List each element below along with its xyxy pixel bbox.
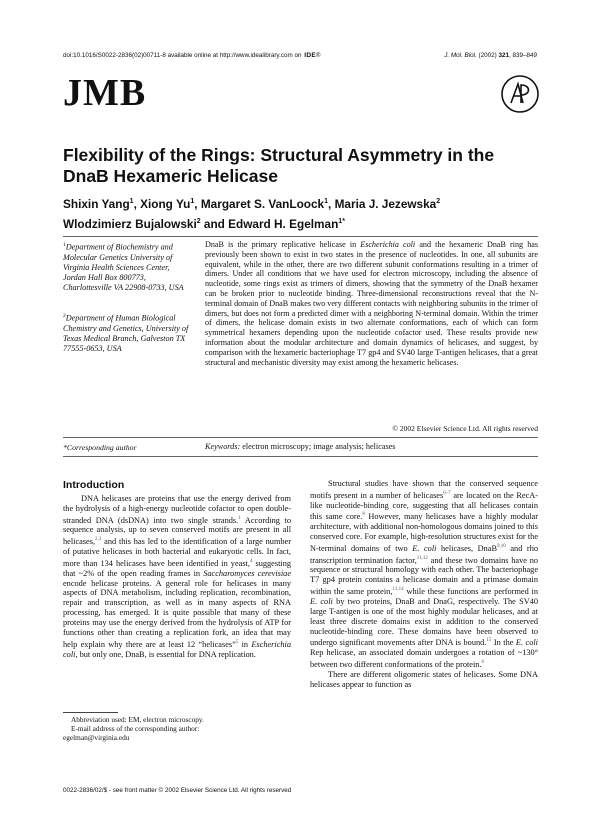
author-affiliation-marker: 1	[324, 198, 329, 205]
abstract-divider	[63, 437, 538, 438]
right-column-text	[310, 479, 538, 689]
ideal-logo: IDE	[304, 52, 317, 59]
citation: 1	[238, 515, 241, 521]
affiliation-2	[63, 311, 193, 354]
author-separator: ,	[194, 196, 201, 211]
author-name: Shixin Yang	[63, 196, 130, 211]
ideal-logo-mark: ®	[316, 53, 321, 59]
author-affiliation-marker: 1*	[338, 217, 345, 225]
body-text: Rep helicase, an associated domain undergoes a rotation of ~130° between two different conformations of the protein.	[310, 648, 538, 669]
author-name: Wlodzimierz Bujalowski	[63, 216, 197, 231]
body-paragraph: There are different oligomeric states of helicases. Some DNA helicases appear to function as	[310, 669, 538, 689]
body-text: and this has led to the identification of a large number of putative helicases in both bacterial and eukaryotic cells. In fact, more than 134 helicases have been identified in yeast,	[63, 537, 291, 568]
body-text: Structural studies have shown that the conserved sequence motifs present in a number of helicases	[310, 479, 538, 500]
journal-volume: 321	[498, 52, 509, 59]
article-title: Flexibility of the Rings: Structural Asymmetry in the DnaB Hexameric Helicase	[63, 145, 495, 186]
copyright: © 2002 Elsevier Science Ltd. All rights reserved	[392, 424, 538, 433]
body-text: in	[238, 639, 252, 649]
author-affiliation-marker: 2	[436, 198, 441, 205]
species-name: Saccharomyces cerevisiae	[203, 568, 291, 578]
species-name: E. coli	[310, 596, 333, 606]
body-text: while these functions are performed in	[403, 586, 538, 596]
species-name: E. coli	[515, 638, 538, 648]
citation: 15	[486, 638, 492, 644]
body-text: , but only one, DnaB, is essential for DNA replication.	[75, 649, 256, 659]
citation: 2,3	[95, 537, 102, 543]
section-heading-introduction: Introduction	[63, 479, 125, 491]
body-text: are located on the RecA-like nucleotide-binding core, suggesting that all helicases contain this same core.	[310, 490, 539, 522]
journal-citation	[444, 52, 537, 59]
citation: 6	[481, 660, 484, 665]
keywords	[205, 442, 395, 451]
species-name: Escherichia coli	[63, 639, 291, 659]
footnote-divider	[63, 712, 118, 713]
ap-logo-icon	[500, 74, 540, 114]
abstract	[205, 240, 538, 367]
email-address: egelman@virginia.edu	[63, 733, 130, 742]
affiliation-text: Department of Human Biological Chemistry and Genetics, University of Texas Medical Branch, Galveston TX 77555-0653, USA	[63, 313, 189, 353]
author-name: Edward H. Egelman	[228, 216, 339, 231]
journal-year: (2002)	[478, 52, 497, 59]
author-list	[63, 193, 538, 233]
body-text: and rho transcription termination factor,	[310, 543, 538, 565]
keywords-list: electron microscopy; image analysis; helicases	[240, 442, 396, 451]
author-affiliation-marker: 1	[129, 198, 134, 205]
author-separator: ,	[328, 196, 335, 211]
body-text: by two proteins, DnaB and DnaG, respectively. The SV40 large T-antigen is one of the most highly modular helicases, and at least three discrete domains exist in addition to the conserved nucleotide-binding core. These domains have been observed to undergo significant movements after DNA is bound.	[310, 596, 538, 648]
body-text: In the	[491, 638, 516, 648]
author-separator: ,	[133, 196, 141, 211]
body-text: According to sequence analysis, up to seven conserved motifs are present in all helicases,	[63, 515, 291, 547]
keywords-label: Keywords:	[205, 442, 241, 451]
author-separator: and	[200, 216, 229, 231]
left-column-text	[63, 494, 291, 660]
citation: 8	[362, 512, 365, 518]
abstract-text: and the hexameric DnaB ring has previously been shown to exist in two states in the presence of nucleotides. In one, all subunits are equivalent, while in the other, there are two different subunit conformations resulting in a trimer of dimers. Under all conditions that we have used for electron microscopy, including the absence of nucleotide, some rings exist as trimers of dimers, showing that the symmetry of the DnaB hexamer can be broken prior to nucleotide binding. Three-dimensional reconstructions reveal that the N-terminal domain of DnaB makes two very different contacts with neighboring subunits in the trimer of dimers, but does not form a predicted dimer with a neighboring N-terminal domain. Within the trimer of dimers, the helicase domain exists in two alternate conformations, each of which can form symmetrical hexamers depending upon the nucleotide cofactor used. These results provide new information about the modular architecture and domain dynamics of helicases, and suggest, by comparison with the hexameric bacteriophage T7 gp4 and SV40 large T-antigen helicases, that a great structural and mechanistic diversity may exist among the hexameric helicases.	[205, 240, 538, 367]
body-text: encode helicase proteins. A general role for helicases in many aspects of DNA metabolism, including replication, recombination, repair and transcription, as well as in many aspects of RNA processing, has emerged. It is quite possible that many of these proteins may use the energy derived from the hydrolysis of ATP for functions other than creating a replication fork, an idea that may help explain why there are at least 12 “helicases”	[63, 578, 291, 649]
body-text: helicases, DnaB	[436, 543, 498, 553]
issn-line: 0022-2836/02/$ - see front matter © 2002 Elsevier Science Ltd. All rights reserved	[63, 787, 292, 794]
citation: 6–7	[443, 490, 451, 496]
body-text: However, many helicases have a highly modular architecture, with additional non-homologous domains joined to this conserved core. For example, high-resolution structures exist for the N-terminal domains of two	[310, 512, 538, 553]
body-text: DNA helicases are proteins that use the energy derived from the hydrolysis of a high-energy nucleotide cofactor to open double-stranded DNA (dsDNA) into two single strands.	[63, 494, 291, 525]
species-name: Escherichia coli	[360, 240, 416, 249]
affiliation-1	[63, 240, 193, 293]
header-divider	[63, 236, 538, 237]
doi-text: doi:10.1016/S0022-2836(02)00711-8 available online at http://www.idealibrary.com on	[63, 52, 302, 59]
author-affiliation-marker: 2	[196, 217, 201, 225]
species-name: E. coli	[412, 543, 437, 553]
affiliation-marker: 2	[63, 313, 66, 319]
citation: 9,10	[497, 543, 506, 549]
citation: 5	[235, 639, 239, 645]
affiliation-text: Department of Biochemistry and Molecular Genetics University of Virginia Health Sciences Center, Jordan Hall Box 800773, Charlottesville VA 22908-0733, USA	[63, 242, 184, 292]
journal-name: J. Mol. Biol.	[444, 52, 477, 59]
citation: 13,14	[392, 587, 404, 593]
citation: 4	[249, 558, 253, 564]
affiliation-marker: 1	[63, 242, 66, 248]
author-name: Maria J. Jezewska	[334, 196, 437, 211]
abbreviation-note: Abbreviation used: EM, electron microscopy.	[71, 715, 204, 724]
author-affiliation-marker: 1	[190, 198, 195, 205]
abstract-text: DnaB is the primary replicative helicase in	[205, 240, 361, 249]
keywords-divider	[63, 456, 538, 457]
journal-pages: , 839–849	[508, 52, 537, 59]
footnote	[63, 715, 291, 742]
jmb-logo: JMB	[63, 72, 147, 114]
email-label: E-mail address of the corresponding author:	[71, 724, 200, 733]
doi-line	[63, 52, 320, 59]
body-text: suggesting that ~2% of the open reading frames in	[63, 558, 291, 578]
citation: 11,12	[416, 555, 428, 561]
author-name: Xiong Yu	[140, 196, 191, 211]
body-text: and these two domains have no sequence or structural homology with each other. The bacteriophage T7 gp4 protein contains a helicase domain and a primase domain within the same protein,	[310, 555, 538, 596]
author-name: Margaret S. VanLoock	[200, 196, 325, 211]
corresponding-author-note: *Corresponding author	[63, 443, 137, 452]
